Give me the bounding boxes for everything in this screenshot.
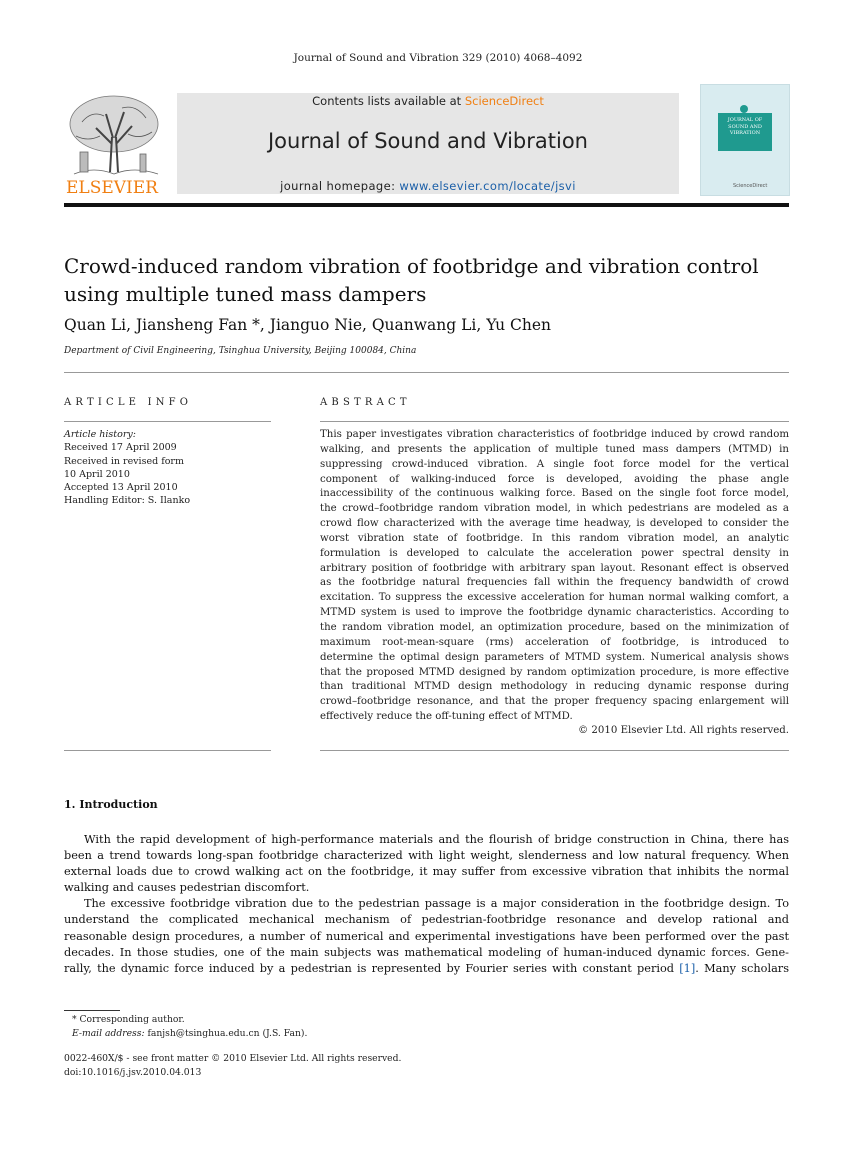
abstract-line: MTMD system is used to improve the footbridge dynamic characteristics. According to [320,607,789,619]
abstract-line: excitation. To suppress the excessive acceleration for human normal walking comfort, a [320,592,789,604]
abstract-line: suppressing crowd-induced vibration. A single foot force model for the vertical [320,458,789,470]
abstract-line: the crowd–footbridge random vibration model, in which pedestrians are modeled as a [320,503,789,515]
abstract-line: worst vibration state of footbridge. In this random vibration model, an analytic [320,532,789,544]
introduction-text [64,832,789,977]
body-line: understand the complicated mechanical mechanism of pedestrian-footbridge resonance and develop rational and [64,913,789,927]
history-line: Received in revised form [64,455,184,467]
history-line: Received 17 April 2009 [64,442,177,454]
article-history [64,428,274,508]
abstract-line: effectively reduce the off-tuning effect of MTMD. [320,711,573,723]
issn-line: 0022-460X/$ - see front matter © 2010 Elsevier Ltd. All rights reserved. [64,1053,402,1064]
contents-prefix: Contents lists available at [312,94,465,108]
abstract-line: component of walking-induced force is developed, avoiding the phase angle [320,473,789,485]
divider [320,750,789,751]
body-line: walking and causes pedestrian discomfort. [64,881,310,895]
cover-emblem-icon [740,105,748,113]
email-note [72,1027,672,1041]
author-affiliation: Department of Civil Engineering, Tsinghua University, Beijing 100084, China [64,346,417,356]
email-address[interactable]: fanjsh@tsinghua.edu.cn (J.S. Fan). [144,1028,308,1039]
sciencedirect-link[interactable]: ScienceDirect [464,94,544,108]
abstract-line: inaccessibility of the continuous walking force. Based on the single foot force model, [320,488,789,500]
abstract-line: walking, and presents the application of multiple tuned mass dampers (MTMD) in [320,443,789,455]
body-line: The excessive footbridge vibration due to the pedestrian passage is a major consideration in the footbridge design. To [84,897,789,911]
cover-title-panel [718,113,772,151]
history-line: Handling Editor: S. Ilanko [64,495,191,507]
footnote [72,1013,672,1041]
article-info-heading: ARTICLE INFO [64,397,193,408]
history-label: Article history: [64,429,136,440]
abstract-line: crowd flow characterized with the average time headway, is developed to consider the [320,518,789,530]
abstract-line: as the footbridge natural frequencies fall within the frequency bandwidth of crowd [320,577,789,589]
body-line: With the rapid development of high-performance materials and the flourish of bridge construction in China, there has [84,833,789,846]
journal-homepage [177,179,679,193]
email-label: E-mail address: [72,1028,145,1039]
body-line: decades. In those studies, one of the main subjects was mathematical modeling of human-induced dynamic forces. Gene- [64,945,789,959]
author-list: Quan Li, Jiansheng Fan *, Jianguo Nie, Quanwang Li, Yu Chen [64,316,551,334]
abstract-line: crowd–footbridge resonance, and that the proper frequency spacing enlargement will [320,696,789,708]
doi-line[interactable]: doi:10.1016/j.jsv.2010.04.013 [64,1067,202,1078]
history-line: Accepted 13 April 2010 [64,482,178,494]
divider [320,421,789,422]
abstract-line: the random vibration model, an optimization procedure, based on the minimization of [320,621,789,633]
abstract-line: that the proposed MTMD designed by random optimization procedure, is more effective [320,666,789,678]
masthead-rule [64,203,789,207]
abstract-line: than traditional MTMD design methodology in reducing dynamic response during [320,681,789,693]
cover-title: JOURNAL OF SOUND AND VIBRATION [727,117,763,136]
paper-title-line-2: using multiple tuned mass dampers [64,282,427,306]
history-line: 10 April 2010 [64,468,130,480]
abstract-text [320,428,789,725]
abstract-heading: ABSTRACT [320,397,411,408]
journal-citation: Journal of Sound and Vibration 329 (2010) 4068–4092 [293,52,583,64]
divider [64,421,271,422]
journal-title: Journal of Sound and Vibration [267,129,588,153]
body-text: . Many scholars [695,961,789,975]
corresponding-author-note: * Corresponding author. [72,1014,185,1025]
contents-availability [177,94,679,108]
body-text: rally, the dynamic force induced by a pedestrian is represented by Fourier series with constant period [64,961,680,975]
homepage-prefix: journal homepage: [280,179,400,193]
paper-title [64,252,789,308]
homepage-link[interactable]: www.elsevier.com/locate/jsvi [399,179,576,193]
reference-link[interactable]: [1] [679,961,696,975]
abstract-line: This paper investigates vibration characteristics of footbridge induced by crowd random [320,429,789,440]
paper-title-line-1: Crowd-induced random vibration of footbridge and vibration control [64,254,759,278]
abstract-line: formulation is developed to calculate the acceleration power spectral density in [320,547,789,559]
abstract-copyright: © 2010 Elsevier Ltd. All rights reserved. [577,725,789,736]
abstract-line: arbitrary position of footbridge with arbitrary span layout. Resonant effect is observed [320,562,789,574]
body-line: reasonable design procedures, a number of numerical and experimental investigations have been performed over the past [64,929,789,943]
abstract-line: determine the optimal design parameters of MTMD system. Numerical analysis shows [320,651,789,663]
body-line [64,961,789,977]
body-line: been a trend towards long-span footbridge characterized with light weight, slenderness and low natural frequency. When [64,849,789,863]
abstract-line: maximum root-mean-square (rms) acceleration of footbridge, is introduced to [320,636,789,648]
front-matter [64,1052,664,1080]
body-line: external loads due to crowd walking act on the footbridge, it may suffer from excessive vibration that inhibits the normal [64,865,789,879]
divider [64,372,789,373]
section-heading-introduction: 1. Introduction [64,798,158,811]
footnote-rule [64,1010,120,1011]
divider [64,750,271,751]
cover-brand: ScienceDirect [733,183,768,189]
journal-cover-thumbnail [700,84,790,196]
elsevier-wordmark: ELSEVIER [66,178,158,198]
